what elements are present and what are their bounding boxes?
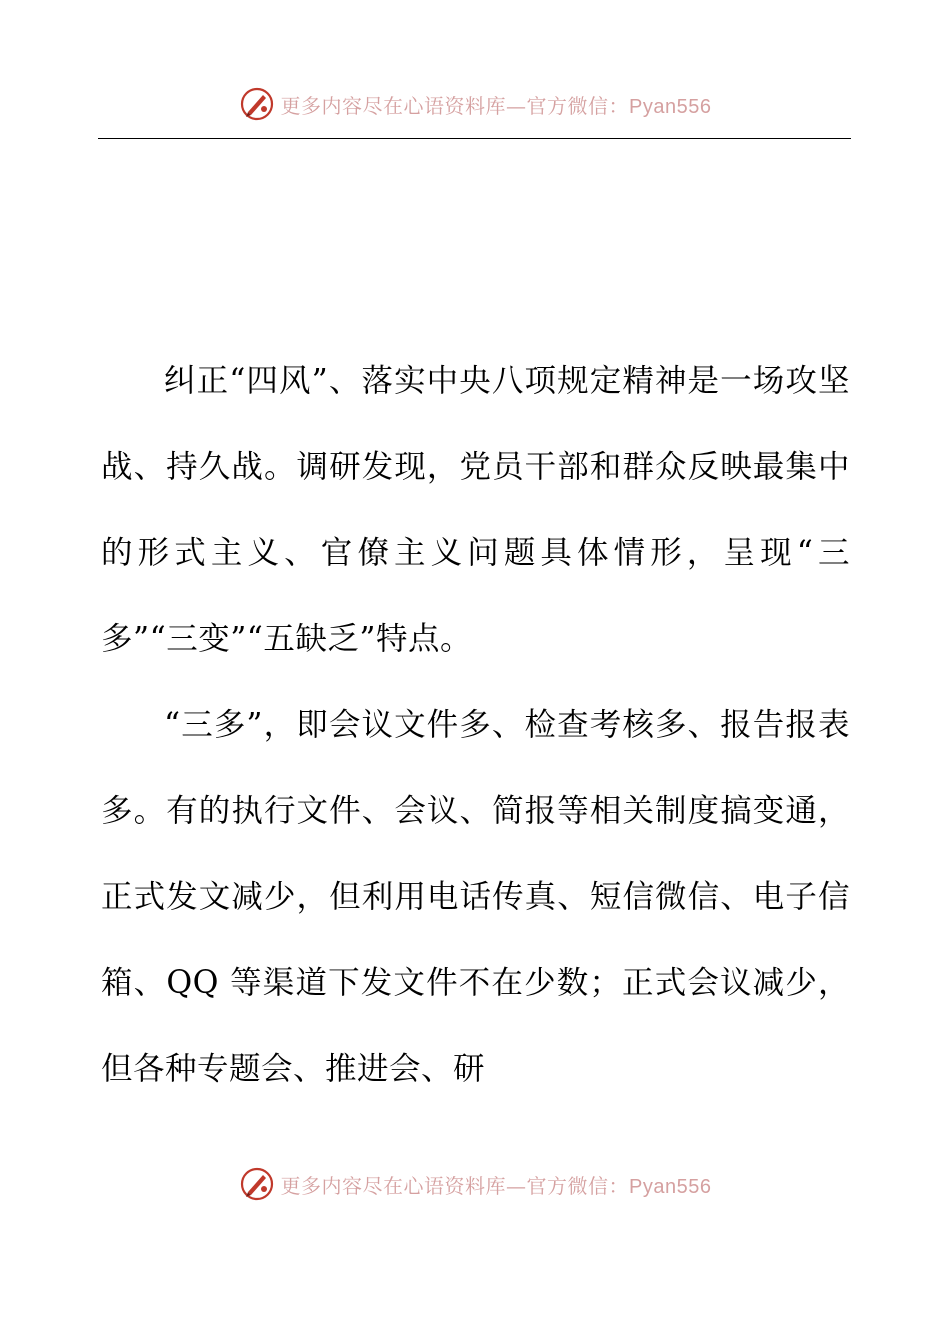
paragraph-2: “三多”，即会议文件多、检查考核多、报告报表多。有的执行文件、会议、简报等相关制度搞变通，正式发文减少，但利用电话传真、短信微信、电子信箱、QQ 等渠道下发文件不在少数；正式会议减少，但各种专题会、推进会、研 xyxy=(101,707,850,1087)
footer-banner xyxy=(0,1162,950,1206)
pen-logo-icon xyxy=(239,86,275,122)
paragraph-1: 纠正“四风”、落实中央八项规定精神是一场攻坚战、持久战。调研发现，党员干部和群众反映最集中的形式主义、官僚主义问题具体情形，呈现“三多”“三变”“五缺乏”特点。 xyxy=(101,363,850,657)
banner-label: 更多内容尽在心语资料库—官方微信：Pyan556 xyxy=(280,93,712,118)
banner-label: 更多内容尽在心语资料库—官方微信：Pyan556 xyxy=(280,1173,712,1198)
pen-logo-icon xyxy=(239,1166,275,1202)
document-body xyxy=(101,338,850,1112)
header-divider xyxy=(98,138,851,139)
header-banner xyxy=(0,82,950,126)
